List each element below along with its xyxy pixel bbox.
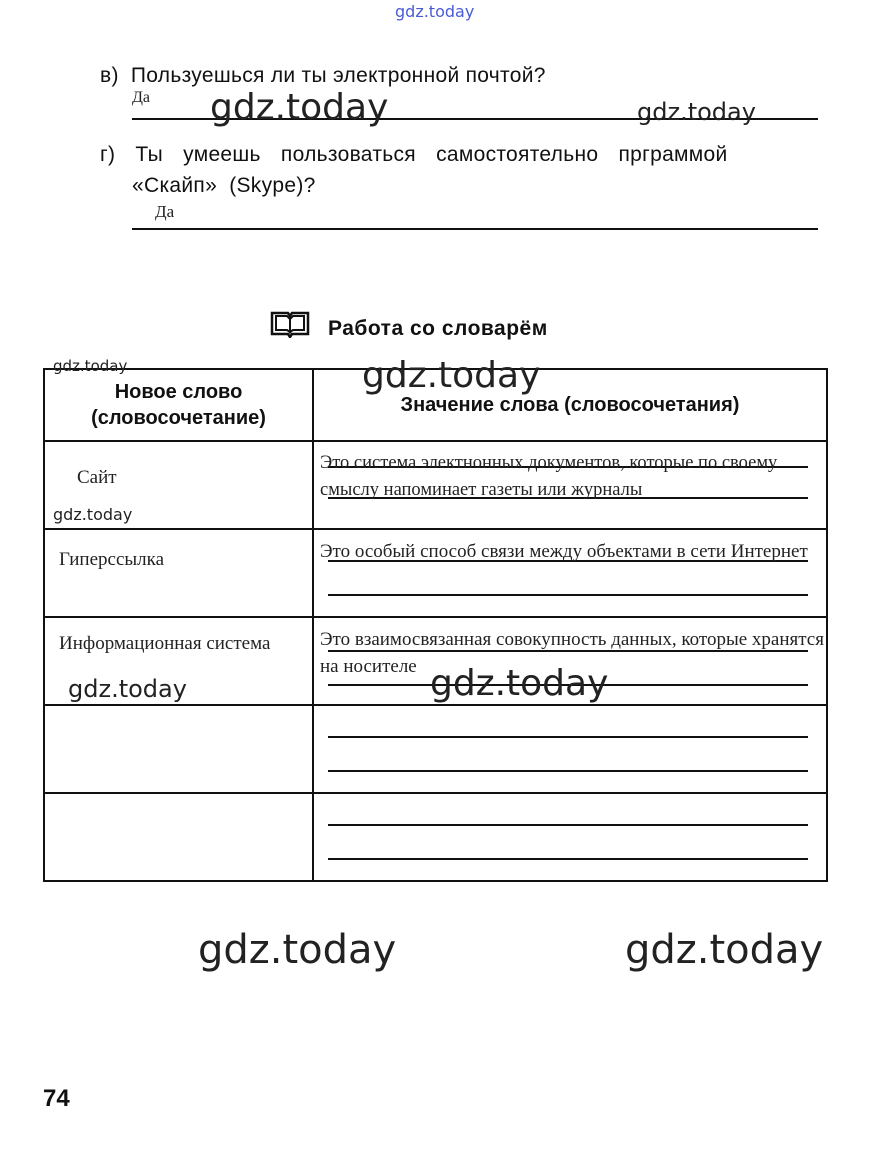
meaning-text: Это особый способ связи между объектами в сети Интернет bbox=[320, 541, 808, 562]
question-g-text-line1: Ты умеешь пользоваться самостоятельно прграммой bbox=[135, 143, 728, 166]
meaning-text: Это система электнонных документов, которые по своему смыслу напоминает газеты или журналы bbox=[320, 453, 778, 500]
meaning-cell bbox=[313, 529, 827, 617]
book-icon bbox=[270, 310, 310, 338]
header-new-word: Новое слово (словосочетание) bbox=[44, 369, 313, 441]
meaning-cell bbox=[313, 441, 827, 529]
dictionary-table bbox=[43, 368, 828, 882]
word-cell bbox=[44, 529, 313, 617]
word-text: Информационная система bbox=[59, 633, 271, 654]
watermark: gdz.today bbox=[198, 927, 397, 973]
meaning-cell bbox=[313, 705, 827, 793]
word-text: Гиперссылка bbox=[59, 549, 165, 570]
answer-g-line bbox=[132, 228, 818, 230]
table-row bbox=[44, 441, 827, 529]
watermark: gdz.today bbox=[625, 927, 824, 973]
question-v bbox=[100, 65, 546, 86]
question-v-label: в) bbox=[100, 64, 119, 87]
watermark: gdz.today bbox=[53, 357, 128, 375]
watermark-top: gdz.today bbox=[395, 2, 475, 21]
section-title: Работа со словарём bbox=[328, 317, 548, 340]
watermark: gdz.today bbox=[362, 355, 541, 396]
question-v-text: Пользуешься ли ты электронной почтой? bbox=[130, 64, 546, 87]
question-g bbox=[100, 144, 728, 165]
watermark: gdz.today bbox=[637, 98, 756, 126]
watermark: gdz.today bbox=[53, 505, 133, 524]
question-g-text-line2: «Скайп» (Skype)? bbox=[132, 174, 316, 197]
watermark: gdz.today bbox=[430, 663, 609, 704]
answer-g: Да bbox=[155, 202, 175, 221]
watermark: gdz.today bbox=[68, 675, 187, 703]
word-text: Сайт bbox=[77, 467, 117, 488]
table-row bbox=[44, 793, 827, 881]
question-g-label: г) bbox=[100, 143, 116, 166]
meaning-text: Это взаимосвязанная совокупность данных, которые хранятся на носителе bbox=[320, 629, 824, 677]
answer-v: Да bbox=[132, 89, 151, 106]
table-row bbox=[44, 705, 827, 793]
page-number: 74 bbox=[43, 1085, 70, 1112]
header-meaning: Значение слова (словосочетания) bbox=[313, 369, 827, 441]
word-cell bbox=[44, 705, 313, 793]
table-row bbox=[44, 529, 827, 617]
word-cell bbox=[44, 793, 313, 881]
meaning-cell bbox=[313, 793, 827, 881]
watermark: gdz.today bbox=[210, 87, 389, 128]
